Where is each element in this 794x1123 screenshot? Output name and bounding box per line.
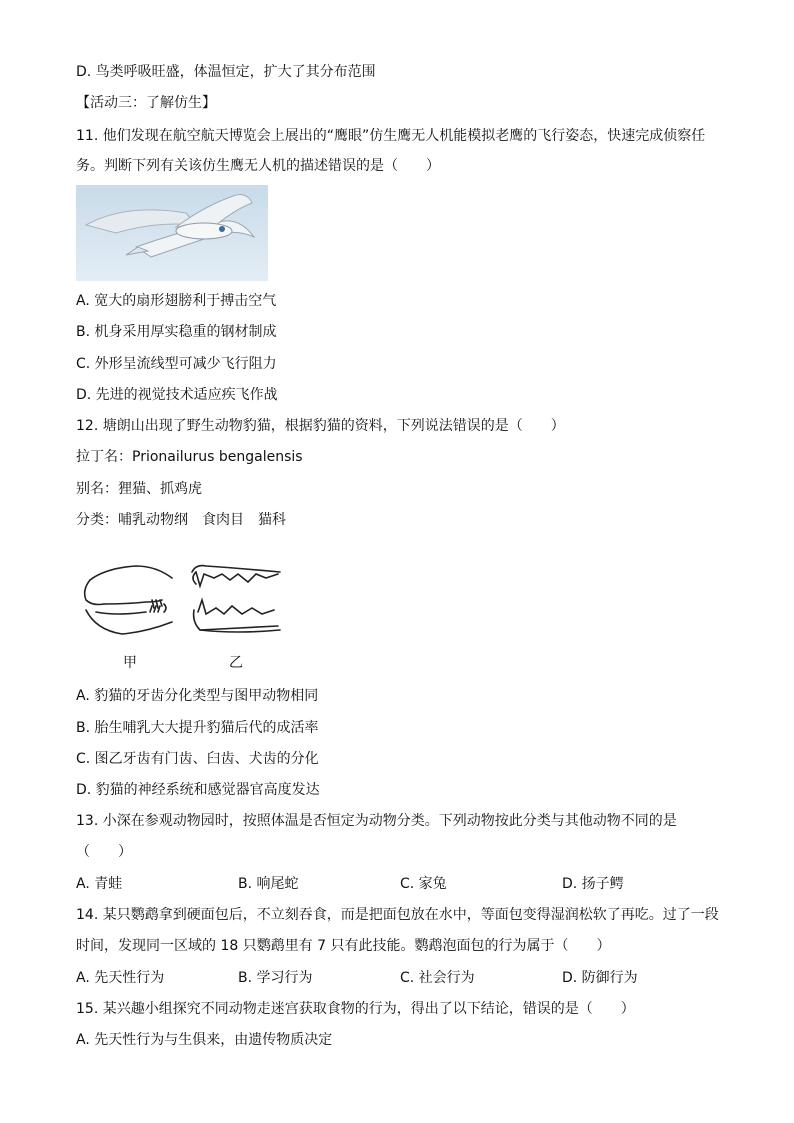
q11-option-d: D. 先进的视觉技术适应疾飞作战 bbox=[76, 387, 278, 403]
q12-option-a: A. 豹猫的牙齿分化类型与图甲动物相同 bbox=[76, 688, 319, 704]
q14-option-b: B. 学习行为 bbox=[238, 970, 313, 986]
q12-option-b: B. 胎生哺乳大大提升豹猫后代的成活率 bbox=[76, 720, 319, 736]
skull-figure-a bbox=[76, 560, 176, 640]
q14-option-c: C. 社会行为 bbox=[400, 970, 475, 986]
q11-stem-line1: 11. 他们发现在航空航天博览会上展出的“鹰眼”仿生鹰无人机能模拟老鹰的飞行姿态，快速完成侦察任 bbox=[76, 128, 706, 144]
q11-option-b: B. 机身采用厚实稳重的钢材制成 bbox=[76, 324, 277, 340]
q15-stem: 15. 某兴趣小组探究不同动物走迷宫获取食物的行为，得出了以下结论，错误的是（ ） bbox=[76, 1001, 635, 1017]
q14-stem-line2: 时间，发现同一区域的 18 只鹦鹉里有 7 只有此技能。鹦鹉泡面包的行为属于（ ） bbox=[76, 938, 611, 954]
q12-latin-name: 拉丁名：Prionailurus bengalensis bbox=[76, 449, 303, 465]
figure-a-caption: 甲 bbox=[123, 655, 137, 671]
eagle-drone-image bbox=[76, 185, 268, 281]
q13-option-d: D. 扬子鳄 bbox=[562, 876, 624, 892]
q12-alias: 别名：狸猫、抓鸡虎 bbox=[76, 481, 202, 497]
q13-option-c: C. 家兔 bbox=[400, 876, 447, 892]
figure-b-caption: 乙 bbox=[229, 655, 243, 671]
q12-option-c: C. 图乙牙齿有门齿、臼齿、犬齿的分化 bbox=[76, 751, 319, 767]
q13-option-a: A. 青蛙 bbox=[76, 876, 123, 892]
q15-option-a: A. 先天性行为与生俱来，由遗传物质决定 bbox=[76, 1032, 333, 1048]
q11-stem-line2: 务。判断下列有关该仿生鹰无人机的描述错误的是（ ） bbox=[76, 158, 440, 174]
skull-figure-b bbox=[186, 560, 286, 640]
q11-option-a: A. 宽大的扇形翅膀利于搏击空气 bbox=[76, 293, 277, 309]
q12-option-d: D. 豹猫的神经系统和感觉器官高度发达 bbox=[76, 782, 320, 798]
q11-option-c: C. 外形呈流线型可减少飞行阻力 bbox=[76, 356, 277, 372]
prev-option-d: D. 鸟类呼吸旺盛，体温恒定，扩大了其分布范围 bbox=[76, 64, 376, 80]
q14-stem-line1: 14. 某只鹦鹉拿到硬面包后，不立刻吞食，而是把面包放在水中，等面包变得湿润松软了再吃。过了一段 bbox=[76, 907, 719, 923]
q12-stem: 12. 塘朗山出现了野生动物豹猫，根据豹猫的资料，下列说法错误的是（ ） bbox=[76, 418, 565, 434]
q13-stem-line1: 13. 小深在参观动物园时，按照体温是否恒定为动物分类。下列动物按此分类与其他动物不同的是 bbox=[76, 813, 677, 829]
q14-option-a: A. 先天性行为 bbox=[76, 970, 165, 986]
q13-stem-line2: （ ） bbox=[76, 844, 132, 860]
q14-option-d: D. 防御行为 bbox=[562, 970, 638, 986]
q13-option-b: B. 响尾蛇 bbox=[238, 876, 299, 892]
q12-classification: 分类：哺乳动物纲 食肉目 猫科 bbox=[76, 512, 286, 528]
section-heading: 【活动三：了解仿生】 bbox=[76, 95, 216, 111]
